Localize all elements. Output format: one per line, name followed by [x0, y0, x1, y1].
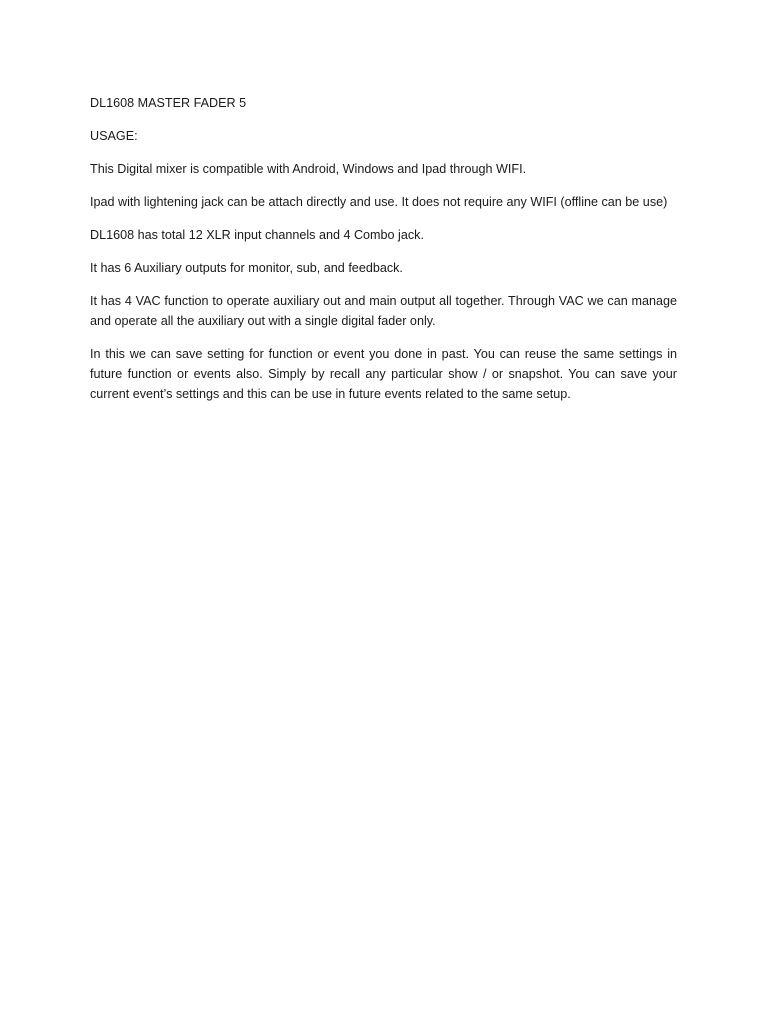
paragraph-input-channels: DL1608 has total 12 XLR input channels and 4 Combo jack.	[90, 228, 424, 242]
document-body	[90, 93, 677, 417]
usage-heading: USAGE:	[90, 129, 138, 143]
paragraph-auxiliary-outputs: It has 6 Auxiliary outputs for monitor, sub, and feedback.	[90, 261, 403, 275]
paragraph-vac-function: It has 4 VAC function to operate auxiliary out and main output all together. Through VAC we can manage and operate all the auxiliary out with a single digital fader only.	[90, 294, 677, 328]
paragraph-save-settings: In this we can save setting for function or event you done in past. You can reuse the same settings in future function or events also. Simply by recall any particular show / or snapshot. You can save your current event’s settings and this can be use in future events related to the same setup.	[90, 347, 677, 401]
paragraph-ipad-connection: Ipad with lightening jack can be attach directly and use. It does not require any WIFI (offline can be use)	[90, 195, 668, 209]
document-title: DL1608 MASTER FADER 5	[90, 96, 247, 110]
paragraph-compatibility: This Digital mixer is compatible with Android, Windows and Ipad through WIFI.	[90, 162, 527, 176]
